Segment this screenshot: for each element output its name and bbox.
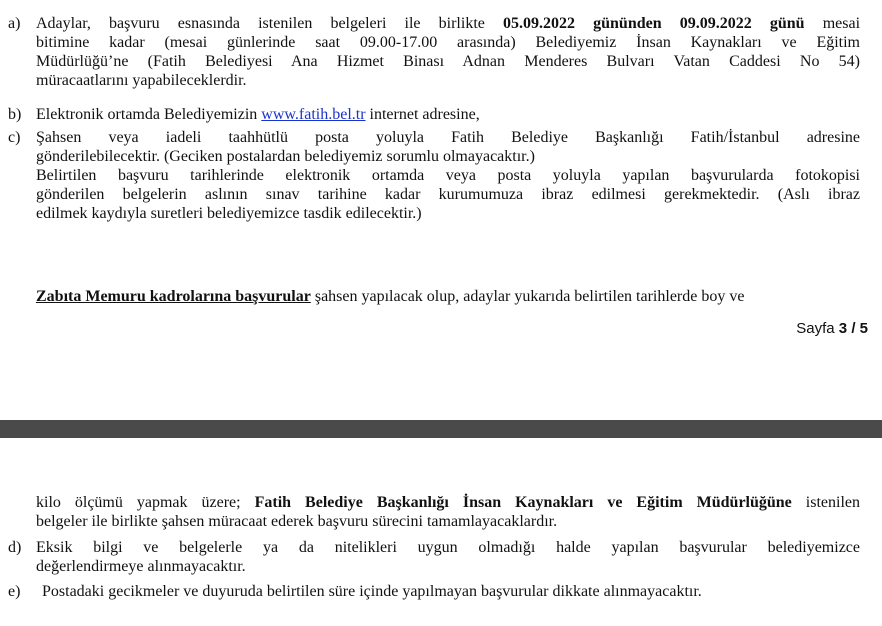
item-d-line-1: Eksik bilgi ve belgelerle ya da nitelikleri uygun olmadığı halde yapılan başvurular belediyemizce: [36, 539, 860, 556]
page-separator: [0, 408, 882, 438]
zabita-paragraph: Zabıta Memuru kadrolarına başvurular şahsen yapılacak olup, adaylar yukarıda belirtilen tarihlerde boy ve: [36, 288, 745, 305]
item-c-line-5: edilmek kaydıyla suretleri belediyemizce tasdik edilecektir.): [36, 205, 422, 222]
application-dates: 05.09.2022 gününden 09.09.2022 günü: [503, 15, 805, 32]
website-link[interactable]: www.fatih.bel.tr: [261, 106, 366, 123]
item-a-line-4: müracaatlarını yapabileceklerdir.: [36, 72, 247, 89]
item-a-line-1: Adaylar, başvuru esnasında istenilen belgeleri ile birlikte 05.09.2022 gününden 09.09.2022 günü mesai: [36, 15, 861, 32]
item-d-line-2: değerlendirmeye alınmayacaktır.: [36, 558, 246, 575]
item-c-line-3: Belirtilen başvuru tarihlerinde elektronik ortamda veya posta yoluyla yapılan başvurularda fotokopisi: [36, 167, 860, 184]
item-a-line-3: Müdürlüğü’ne (Fatih Belediyesi Ana Hizmet Binası Adnan Menderes Bulvarı Vatan Caddesi No 54): [36, 53, 860, 70]
item-label: b): [8, 106, 22, 123]
item-label: e): [8, 583, 21, 600]
item-label: d): [8, 539, 22, 556]
department-name: Fatih Belediye Başkanlığı İnsan Kaynakları ve Eğitim Müdürlüğüne: [254, 494, 792, 511]
page-number: Sayfa 3 / 5: [796, 320, 868, 337]
item-c-line-4: gönderilen belgelerin aslının sınav tarihine kadar kurumumuza ibraz edilmesi gerekmektedir. (Aslı ibraz: [36, 186, 860, 203]
page-3: a) Adaylar, başvuru esnasında istenilen belgeleri ile birlikte 05.09.2022 gününden 09.09.2022 günü mesai bitimine kadar (mesai günlerinde saat 09.00-17.00 arasında) Belediyemiz İnsan Kaynakları ve Eğitim Müdürlüğü’ne (Fatih Belediyesi Ana Hizmet Binası Adnan Menderes Bulvarı Vatan Caddesi No 54) müracaatlarını yapabileceklerdir. b) Elektronik ortamda Belediyemizin www.fatih.bel.tr internet adresine, c) Şahsen veya iadeli taahhütlü posta yoluyla Fatih Belediye Başkanlığı Fatih/İstanbul adresine gönderilebilecektir. (Geciken postalardan belediyemiz sorumlu olmayacaktır.) Belirtilen başvuru tarihlerinde elektronik ortamda veya posta yoluyla yapılan başvurularda fotokopisi gönderilen belgelerin aslının sınav tarihine kadar kurumumuza ibraz edilmesi gerekmektedir. (Aslı ibraz edilmek kaydıyla suretleri belediyemizce tasdik edilecektir.) Zabıta Memuru kadrolarına başvurular şahsen yapılacak olup, adaylar yukarıda belirtilen tarihlerde boy ve Sayfa 3 / 5: [0, 0, 882, 408]
page-4: kilo ölçümü yapmak üzere; Fatih Belediye Başkanlığı İnsan Kaynakları ve Eğitim Müdürlüğüne istenilen belgeler ile birlikte şahsen müracaat ederek başvuru sürecini tamamlayacaklardır. d) Eksik bilgi ve belgelerle ya da nitelikleri uygun olmadığı halde yapılan başvurular belediyemizce değerlendirmeye alınmayacaktır. e) Postadaki gecikmeler ve duyuruda belirtilen süre içinde yapılmayan başvurular dikkate alınmayacaktır.: [0, 438, 882, 626]
item-e-text: Postadaki gecikmeler ve duyuruda belirtilen süre içinde yapılmayan başvurular dikkate alınmayacaktır.: [42, 583, 702, 600]
item-c-line-1: Şahsen veya iadeli taahhütlü posta yoluyla Fatih Belediye Başkanlığı Fatih/İstanbul adresine: [36, 129, 860, 146]
item-label: c): [8, 129, 21, 146]
zabita-heading: Zabıta Memuru kadrolarına başvurular: [36, 288, 311, 305]
item-c-line-2: gönderilebilecektir. (Geciken postalardan belediyemiz sorumlu olmayacaktır.): [36, 148, 535, 165]
item-label: a): [8, 15, 21, 32]
item-a-line-2: bitimine kadar (mesai günlerinde saat 09.00-17.00 arasında) Belediyemiz İnsan Kaynakları ve Eğitim: [36, 34, 860, 51]
